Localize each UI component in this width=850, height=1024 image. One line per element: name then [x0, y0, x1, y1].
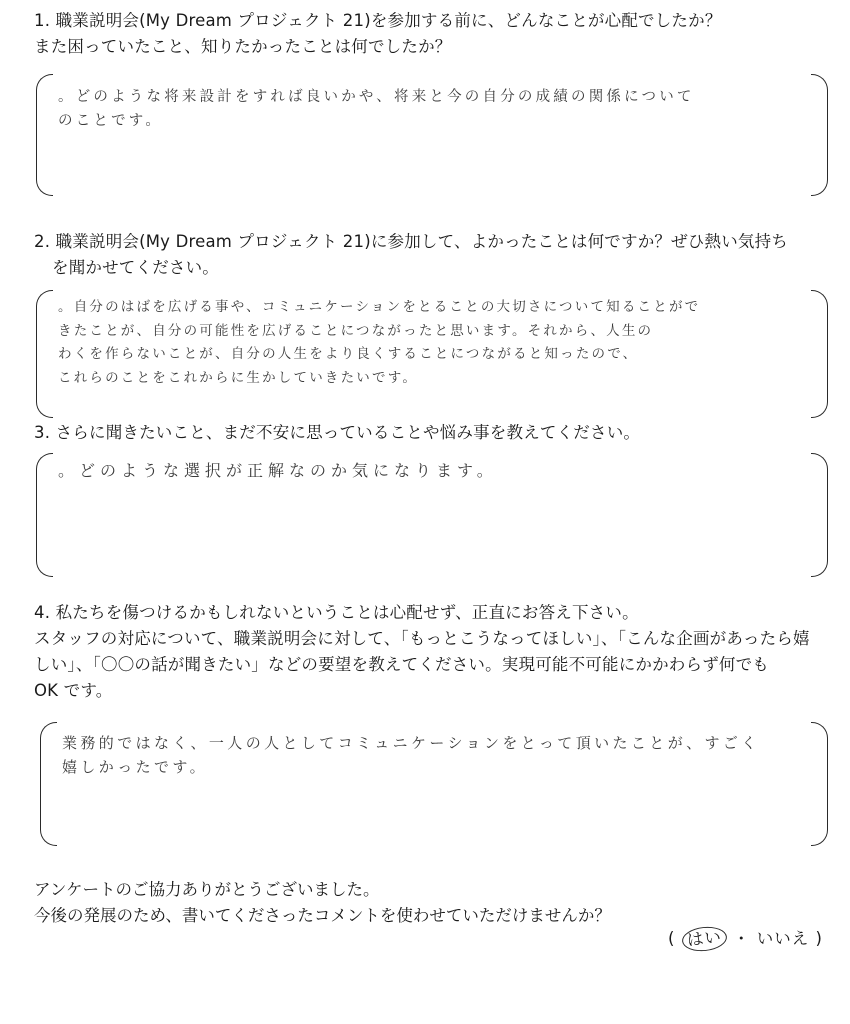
- question-4-line-2: スタッフの対応について、職業説明会に対して、「もっとこうなってほしい」、「こんな企画があったら嬉: [34, 629, 810, 648]
- question-1-line-2: また困っていたこと、知りたかったことは何でしたか？: [34, 37, 452, 56]
- answer-3-box[interactable]: [36, 453, 828, 577]
- answer-1-line-2: のことです。: [58, 112, 164, 129]
- closing-message: [34, 877, 611, 929]
- answer-4-line-2: 嬉しかったです。: [62, 757, 209, 776]
- answer-4-line-1: 業務的ではなく、一人の人としてコミュニケーションをとって頂いたことが、すごく: [62, 734, 760, 752]
- question-1-line-1: 1. 職業説明会(My Dream プロジェクト 21)を参加する前に、どんなことが心配でしたか？: [34, 11, 722, 30]
- closing-line-2: 今後の発展のため、書いてくださったコメントを使わせていただけませんか？: [34, 906, 611, 925]
- answer-3-line-1: 。どのような選択が正解なのか気になります。: [58, 461, 498, 480]
- question-3: [34, 420, 640, 446]
- consent-no-option[interactable]: いいえ: [756, 929, 810, 948]
- answer-2-line-3: わくを作らないことが、自分の人生をより良くすることにつながると知ったので、: [58, 346, 639, 362]
- answer-4-bracket-left: [40, 722, 57, 846]
- answer-2-line-4: これらのことをこれからに生かしていきたいです。: [58, 369, 419, 386]
- question-2-line-2: を聞かせてください。: [52, 258, 219, 277]
- question-4-line-4: OK です。: [34, 681, 113, 700]
- question-1: [34, 8, 722, 60]
- question-2-line-1: 2. 職業説明会(My Dream プロジェクト 21)に参加して、よかったことは何ですか？ぜひ熱い気持ち: [34, 232, 788, 251]
- question-2: [34, 229, 788, 281]
- answer-3-text: [58, 459, 808, 483]
- answer-2-line-1: 。自分のはばを広げる事や、コミュニケーションをとることの大切さについて知ることがで: [58, 299, 701, 315]
- consent-separator: ・: [732, 929, 751, 948]
- answer-1-bracket-left: [36, 74, 53, 196]
- answer-4-text: [62, 732, 808, 779]
- consent-open-paren: (: [668, 929, 676, 948]
- answer-2-bracket-left: [36, 290, 53, 418]
- answer-3-bracket-right: [811, 453, 828, 577]
- consent-yes-option[interactable]: はい: [681, 925, 728, 954]
- question-4: [34, 600, 810, 704]
- consent-close-paren: ): [815, 929, 823, 948]
- answer-2-text: [58, 296, 808, 390]
- answer-1-line-1: 。どのような将来設計をすれば良いかや、将来と今の自分の成績の関係について: [58, 89, 695, 105]
- answer-2-box[interactable]: [36, 290, 828, 418]
- answer-3-bracket-left: [36, 453, 53, 577]
- closing-line-1: アンケートのご協力ありがとうございました。: [34, 880, 380, 899]
- answer-1-text: [58, 86, 808, 133]
- answer-4-box[interactable]: [40, 722, 828, 846]
- answer-2-line-2: きたことが、自分の可能性を広げることにつながったと思います。それから、人生の: [58, 322, 654, 339]
- question-4-line-3: しい」、「〇〇の話が聞きたい」などの要望を教えてください。実現可能不可能にかかわらず何でも: [34, 655, 769, 674]
- answer-2-bracket-right: [811, 290, 828, 418]
- question-3-line-1: 3. さらに聞きたいこと、まだ不安に思っていることや悩み事を教えてください。: [34, 423, 641, 442]
- answer-1-box[interactable]: [36, 74, 828, 196]
- consent-choice: [668, 926, 823, 952]
- question-4-line-1: 4. 私たちを傷つけるかもしれないということは心配せず、正直にお答え下さい。: [34, 603, 639, 622]
- answer-4-bracket-right: [811, 722, 828, 846]
- answer-1-bracket-right: [811, 74, 828, 196]
